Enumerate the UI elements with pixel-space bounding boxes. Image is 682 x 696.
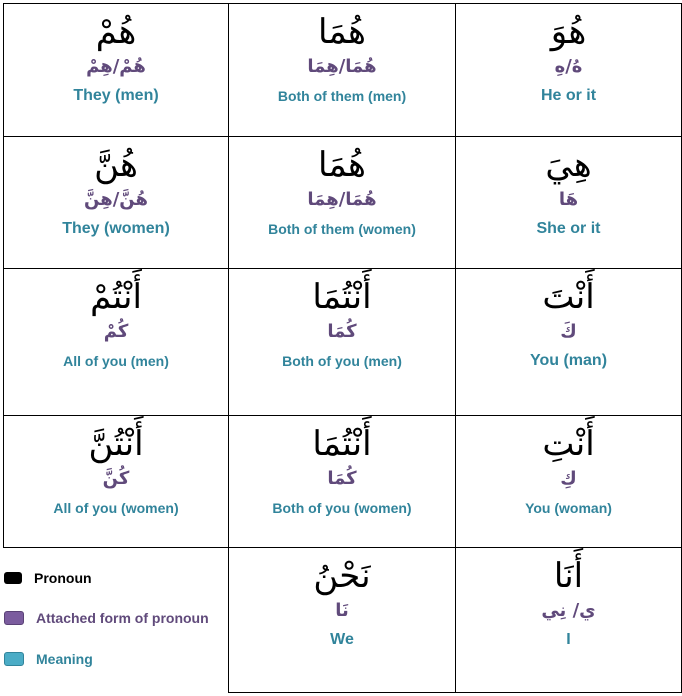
pronoun-cell [228, 268, 456, 416]
meaning-text: They (men) [73, 87, 159, 104]
pronoun-cell [3, 136, 229, 269]
attached-form-text: هُمَا/هِمَا [307, 56, 377, 77]
black-swatch-icon [4, 572, 22, 584]
meaning-text: Both of them (men) [277, 88, 407, 104]
attached-form-text: كُمَا [327, 321, 357, 342]
attached-form-text: كِ [560, 468, 577, 489]
meaning-text: I [566, 631, 571, 648]
attached-form-text: كُمَا [327, 468, 357, 489]
legend-label: Attached form of pronoun [36, 610, 209, 626]
pronoun-text: أَنْتُمَا [312, 424, 372, 464]
pronoun-text: أَنْتُمْ [90, 277, 142, 317]
pronoun-cell [228, 415, 456, 548]
attached-form-text: كُنَّ [102, 468, 130, 489]
attached-form-text: هُمْ/هِمْ [86, 56, 146, 77]
pronoun-cell [3, 415, 229, 548]
meaning-text: All of you (women) [53, 500, 179, 516]
legend-item-attached [4, 610, 209, 626]
legend-item-meaning [4, 651, 93, 667]
pronoun-text: أَنْتُنَّ [88, 424, 144, 464]
attached-form-text: ي/ نِي [541, 600, 596, 621]
pronoun-cell [455, 268, 682, 416]
legend-item-pronoun [4, 570, 92, 586]
pronoun-cell [455, 415, 682, 548]
meaning-text: They (women) [62, 220, 170, 237]
teal-swatch-icon [4, 652, 24, 666]
pronoun-cell [228, 547, 456, 693]
meaning-text: You (man) [529, 352, 608, 369]
attached-form-text: هُنَّ/هِنَّ [84, 189, 148, 210]
legend-label: Pronoun [34, 570, 92, 586]
pronoun-cell [228, 3, 456, 137]
pronoun-cell [3, 268, 229, 416]
attached-form-text: هُمَا/هِمَا [307, 189, 377, 210]
attached-form-text: هُ/هِ [554, 56, 583, 77]
pronoun-text: هُمْ [95, 12, 137, 52]
pronoun-text: أَنْتُمَا [312, 277, 372, 317]
attached-form-text: كُمْ [103, 321, 129, 342]
meaning-text: Both of them (women) [268, 221, 416, 237]
pronoun-text: أَنْتَ [542, 277, 595, 317]
pronoun-cell [455, 3, 682, 137]
pronoun-cell [228, 136, 456, 269]
pronoun-text: هُوَ [550, 12, 587, 52]
pronoun-text: هُمَا [318, 12, 366, 52]
meaning-text: We [330, 631, 354, 648]
pronoun-cell [455, 136, 682, 269]
meaning-text: She or it [536, 220, 601, 237]
pronoun-text: هِيَ [545, 145, 592, 185]
pronoun-text: أَنَا [553, 556, 584, 596]
pronoun-text: هُمَا [318, 145, 366, 185]
meaning-text: He or it [540, 87, 597, 104]
purple-swatch-icon [4, 611, 24, 625]
meaning-text: Both of you (women) [272, 500, 412, 516]
meaning-text: You (woman) [525, 500, 612, 516]
pronoun-cell [3, 3, 229, 137]
pronoun-text: أَنْتِ [542, 424, 595, 464]
attached-form-text: هَا [558, 189, 579, 210]
meaning-text: All of you (men) [63, 353, 169, 369]
meaning-text: Both of you (men) [282, 353, 402, 369]
legend-label: Meaning [36, 651, 93, 667]
pronoun-text: هُنَّ [94, 145, 138, 185]
pronoun-cell [455, 547, 682, 693]
attached-form-text: كَ [560, 321, 577, 342]
pronoun-text: نَحْنُ [313, 556, 371, 596]
attached-form-text: نَا [335, 600, 349, 621]
